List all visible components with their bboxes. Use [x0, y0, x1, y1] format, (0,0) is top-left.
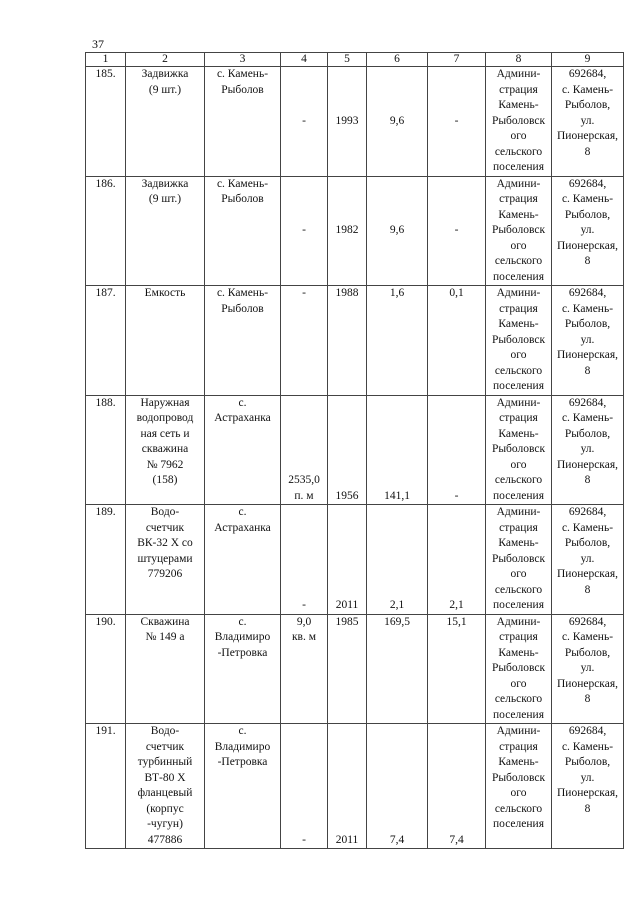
owner: Админи- страция Камень- Рыболовск ого сельского поселения — [491, 615, 546, 721]
owner-address: 692684, с. Камень- Рыболов, ул. Пионерская, 8 — [556, 177, 618, 267]
row-number: 191. — [95, 725, 116, 737]
object-name: Задвижка (9 шт.) — [141, 177, 189, 205]
object-name-cell — [126, 614, 205, 724]
year-value: 2011 — [335, 833, 359, 846]
property-register-table — [85, 52, 624, 849]
owner-cell — [486, 286, 552, 396]
column-header: 4 — [281, 53, 328, 67]
year-value-cell — [328, 724, 367, 849]
row-number-cell — [86, 176, 126, 286]
owner-address: 692684, с. Камень- Рыболов, ул. Пионерская, 8 — [556, 506, 618, 596]
table-row — [86, 286, 624, 396]
book-value: 9,6 — [389, 114, 405, 127]
size-value: 2535,0 п. м — [288, 474, 320, 502]
location-cell — [205, 286, 281, 396]
owner-address: 692684, с. Камень- Рыболов, ул. Пионерская, 8 — [556, 396, 618, 486]
book-value: 141,1 — [384, 489, 410, 502]
location-cell — [205, 176, 281, 286]
size-value: - — [302, 833, 306, 846]
location: с. Камень- Рыболов — [216, 68, 269, 96]
year-value-cell — [328, 176, 367, 286]
owner: Админи- страция Камень- Рыболовск ого сельского поселения — [491, 287, 546, 392]
owner-address: 692684, с. Камень- Рыболов, ул. Пионерская, 8 — [556, 287, 618, 377]
row-number-cell — [86, 395, 126, 505]
column-number-row — [86, 53, 624, 67]
year-value: 1985 — [335, 615, 359, 628]
column-header: 5 — [328, 53, 367, 67]
table-row — [86, 505, 624, 615]
book-value: 9,6 — [389, 224, 405, 236]
location-cell — [205, 505, 281, 615]
year-value-cell — [328, 505, 367, 615]
object-name: Задвижка (9 шт.) — [141, 68, 189, 96]
year-value: 1982 — [335, 224, 359, 236]
residual-value-cell — [428, 724, 486, 849]
residual-value: - — [454, 489, 459, 502]
column-header: 3 — [205, 53, 281, 67]
owner-cell — [486, 395, 552, 505]
book-value: 7,4 — [389, 833, 405, 846]
book-value: 2,1 — [389, 599, 405, 611]
table-row — [86, 176, 624, 286]
owner: Админи- страция Камень- Рыболовск ого сельского поселения — [491, 396, 546, 502]
location-cell — [205, 614, 281, 724]
row-number: 186. — [95, 177, 116, 190]
location: с. Астраханка — [214, 396, 271, 424]
owner-cell — [486, 724, 552, 849]
size-value: - — [302, 287, 306, 299]
book-value-cell — [367, 505, 428, 615]
object-name-cell — [126, 286, 205, 396]
size-value: - — [302, 224, 306, 236]
object-name-cell — [126, 176, 205, 286]
page-number: 37 — [92, 37, 104, 51]
residual-value-cell — [428, 395, 486, 505]
owner-address-cell — [552, 505, 624, 615]
year-value-cell — [328, 614, 367, 724]
location: с. Владимиро -Петровка — [214, 725, 271, 768]
size-value-cell — [281, 286, 328, 396]
size-value: - — [302, 599, 306, 611]
location: с. Владимиро -Петровка — [214, 615, 271, 659]
location: с. Камень- Рыболов — [216, 177, 269, 205]
book-value: 169,5 — [384, 615, 410, 628]
row-number: 185. — [95, 68, 116, 80]
residual-value-cell — [428, 176, 486, 286]
location-cell — [205, 724, 281, 849]
column-header: 7 — [428, 53, 486, 67]
size-value: 9,0 кв. м — [291, 615, 317, 643]
row-number-cell — [86, 724, 126, 849]
object-name: Водо- счетчик ВК-32 Х со штуцерами 779206 — [137, 506, 193, 580]
location-cell — [205, 395, 281, 505]
year-value: 1988 — [335, 287, 359, 299]
size-value-cell — [281, 724, 328, 849]
object-name-cell — [126, 724, 205, 849]
size-value-cell — [281, 67, 328, 177]
object-name: Водо- счетчик турбинный ВТ-80 Х фланцевый (корпус -чугун) 477886 — [137, 725, 193, 846]
row-number: 188. — [95, 396, 116, 409]
owner-cell — [486, 505, 552, 615]
book-value-cell — [367, 176, 428, 286]
owner-cell — [486, 67, 552, 177]
column-header: 2 — [126, 53, 205, 67]
size-value-cell — [281, 395, 328, 505]
residual-value-cell — [428, 67, 486, 177]
object-name-cell — [126, 67, 205, 177]
location: с. Камень- Рыболов — [216, 287, 269, 315]
object-name-cell — [126, 395, 205, 505]
column-header: 9 — [552, 53, 624, 67]
row-number-cell — [86, 505, 126, 615]
row-number: 190. — [95, 615, 116, 628]
table-row — [86, 724, 624, 849]
column-header: 8 — [486, 53, 552, 67]
residual-value-cell — [428, 614, 486, 724]
year-value: 2011 — [335, 599, 359, 611]
residual-value: 2,1 — [449, 599, 464, 611]
row-number-cell — [86, 286, 126, 396]
row-number: 187. — [95, 287, 116, 299]
owner-address: 692684, с. Камень- Рыболов, ул. Пионерская, 8 — [556, 68, 618, 158]
object-name: Наружная водопровод ная сеть и скважина № 7962 (158) — [136, 396, 194, 486]
owner-address: 692684, с. Камень- Рыболов, ул. Пионерская, 8 — [556, 725, 618, 815]
residual-value: 0,1 — [449, 287, 464, 299]
owner: Админи- страция Камень- Рыболовск ого сельского поселения — [491, 506, 546, 611]
year-value: 1956 — [335, 489, 359, 502]
table-row — [86, 395, 624, 505]
size-value-cell — [281, 176, 328, 286]
residual-value: - — [454, 224, 459, 236]
location-cell — [205, 67, 281, 177]
residual-value: 15,1 — [446, 615, 467, 628]
year-value: 1993 — [335, 114, 359, 127]
owner-cell — [486, 614, 552, 724]
owner-address-cell — [552, 395, 624, 505]
owner-address-cell — [552, 286, 624, 396]
owner-address-cell — [552, 67, 624, 177]
year-value-cell — [328, 395, 367, 505]
book-value: 1,6 — [389, 287, 405, 299]
table-row — [86, 614, 624, 724]
book-value-cell — [367, 395, 428, 505]
book-value-cell — [367, 67, 428, 177]
size-value-cell — [281, 505, 328, 615]
column-header: 6 — [367, 53, 428, 67]
row-number: 189. — [95, 506, 116, 518]
owner: Админи- страция Камень- Рыболовск ого сельского поселения — [491, 68, 546, 173]
object-name-cell — [126, 505, 205, 615]
size-value-cell — [281, 614, 328, 724]
row-number-cell — [86, 614, 126, 724]
column-header: 1 — [86, 53, 126, 67]
owner-address-cell — [552, 614, 624, 724]
residual-value-cell — [428, 286, 486, 396]
owner-address-cell — [552, 724, 624, 849]
object-name: Скважина № 149 а — [140, 615, 190, 643]
residual-value: 7,4 — [449, 833, 464, 846]
residual-value-cell — [428, 505, 486, 615]
owner-cell — [486, 176, 552, 286]
year-value-cell — [328, 286, 367, 396]
book-value-cell — [367, 614, 428, 724]
row-number-cell — [86, 67, 126, 177]
book-value-cell — [367, 286, 428, 396]
owner-address: 692684, с. Камень- Рыболов, ул. Пионерская, 8 — [556, 615, 618, 705]
residual-value: - — [454, 114, 459, 127]
book-value-cell — [367, 724, 428, 849]
owner-address-cell — [552, 176, 624, 286]
object-name: Емкость — [144, 287, 186, 299]
year-value-cell — [328, 67, 367, 177]
size-value: - — [302, 114, 306, 127]
owner: Админи- страция Камень- Рыболовск ого сельского поселения — [491, 177, 546, 283]
table-row — [86, 67, 624, 177]
owner: Админи- страция Камень- Рыболовск ого сельского поселения — [491, 725, 546, 830]
location: с. Астраханка — [214, 506, 271, 534]
